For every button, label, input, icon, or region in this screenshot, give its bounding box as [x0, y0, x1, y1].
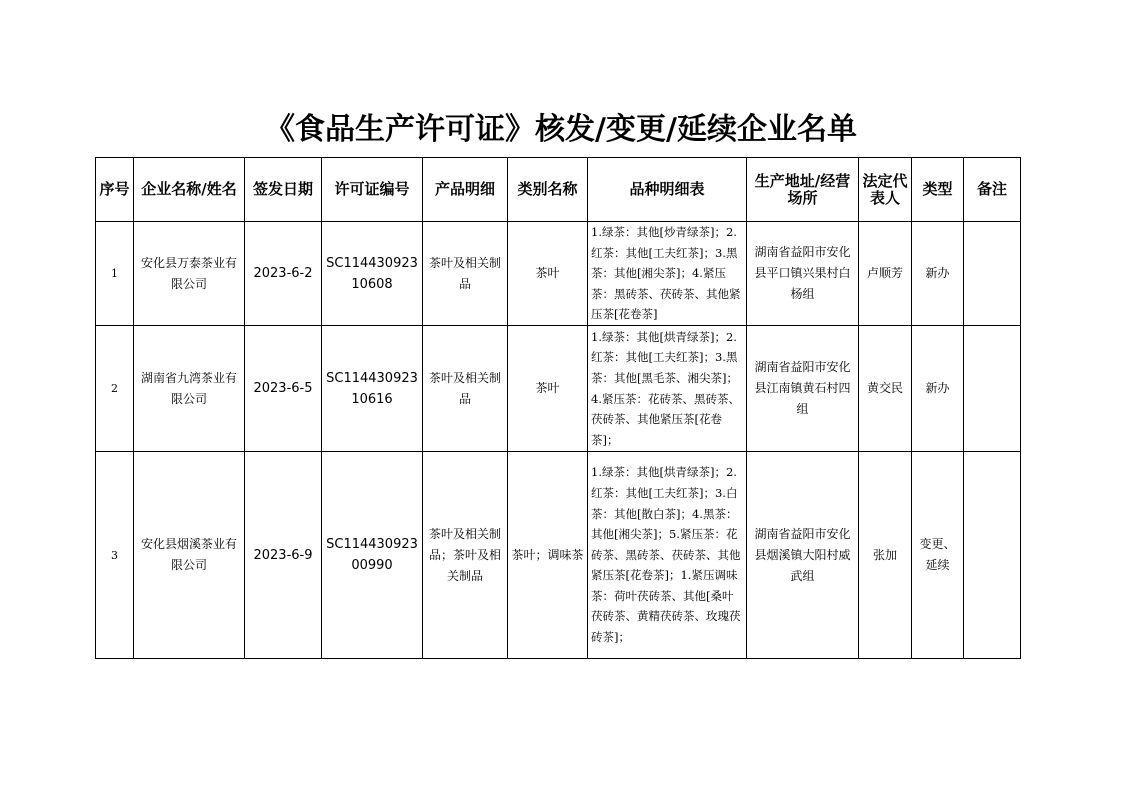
cell-date: 2023-6-9: [245, 452, 322, 659]
cell-date: 2023-6-2: [245, 222, 322, 326]
cell-type: 新办: [912, 326, 964, 452]
header-license: 许可证编号: [322, 158, 423, 222]
cell-address: 湖南省益阳市安化县烟溪镇大阳村威武组: [747, 452, 859, 659]
cell-note: [964, 452, 1021, 659]
table-header-row: [96, 158, 1021, 222]
cell-note: [964, 326, 1021, 452]
cell-seq: 3: [96, 452, 134, 659]
cell-category: 茶叶: [508, 326, 588, 452]
cell-type: 变更、延续: [912, 452, 964, 659]
cell-category: 茶叶；调味茶: [508, 452, 588, 659]
table-row: [96, 452, 1021, 659]
cell-date: 2023-6-5: [245, 326, 322, 452]
cell-seq: 1: [96, 222, 134, 326]
header-category: 类别名称: [508, 158, 588, 222]
cell-rep: 黄交民: [859, 326, 912, 452]
cell-name: 安化县烟溪茶业有限公司: [134, 452, 245, 659]
cell-product: 茶叶及相关制品: [423, 326, 508, 452]
header-seq: 序号: [96, 158, 134, 222]
table-row: [96, 326, 1021, 452]
header-rep: 法定代表人: [859, 158, 912, 222]
cell-seq: 2: [96, 326, 134, 452]
header-address: 生产地址/经营场所: [747, 158, 859, 222]
cell-product: 茶叶及相关制品；茶叶及相关制品: [423, 452, 508, 659]
header-type: 类型: [912, 158, 964, 222]
header-date: 签发日期: [245, 158, 322, 222]
cell-name: 湖南省九湾茶业有限公司: [134, 326, 245, 452]
header-variety: 品种明细表: [588, 158, 747, 222]
header-note: 备注: [964, 158, 1021, 222]
page-title: 《食品生产许可证》核发/变更/延续企业名单: [265, 112, 857, 147]
cell-address: 湖南省益阳市安化县平口镇兴果村白杨组: [747, 222, 859, 326]
header-product: 产品明细: [423, 158, 508, 222]
cell-variety: 1.绿茶：其他[炒青绿茶]；2.红茶：其他[工夫红茶]；3.黑茶：其他[湘尖茶]；4.紧压茶：黑砖茶、茯砖茶、其他紧压茶[花卷茶]: [588, 222, 747, 326]
cell-address: 湖南省益阳市安化县江南镇黄石村四组: [747, 326, 859, 452]
cell-rep: 卢顺芳: [859, 222, 912, 326]
cell-note: [964, 222, 1021, 326]
cell-license: SC11443092300990: [322, 452, 423, 659]
cell-product: 茶叶及相关制品: [423, 222, 508, 326]
cell-rep: 张加: [859, 452, 912, 659]
cell-variety: 1.绿茶：其他[烘青绿茶]；2.红茶：其他[工夫红茶]；3.白茶：其他[散白茶]；4.黑茶：其他[湘尖茶]；5.紧压茶：花砖茶、黑砖茶、茯砖茶、其他紧压茶[花卷茶]；1.紧压调味茶：荷叶茯砖茶、其他[桑叶茯砖茶、黄精茯砖茶、玫瑰茯砖茶]；: [588, 452, 747, 659]
license-table: [95, 157, 1021, 659]
cell-category: 茶叶: [508, 222, 588, 326]
cell-type: 新办: [912, 222, 964, 326]
table-row: [96, 222, 1021, 326]
cell-license: SC11443092310608: [322, 222, 423, 326]
header-name: 企业名称/姓名: [134, 158, 245, 222]
cell-name: 安化县万泰茶业有限公司: [134, 222, 245, 326]
cell-license: SC11443092310616: [322, 326, 423, 452]
cell-variety: 1.绿茶：其他[烘青绿茶]；2.红茶：其他[工夫红茶]；3.黑茶：其他[黑毛茶、湘尖茶]；4.紧压茶：花砖茶、黑砖茶、茯砖茶、其他紧压茶[花卷茶]；: [588, 326, 747, 452]
